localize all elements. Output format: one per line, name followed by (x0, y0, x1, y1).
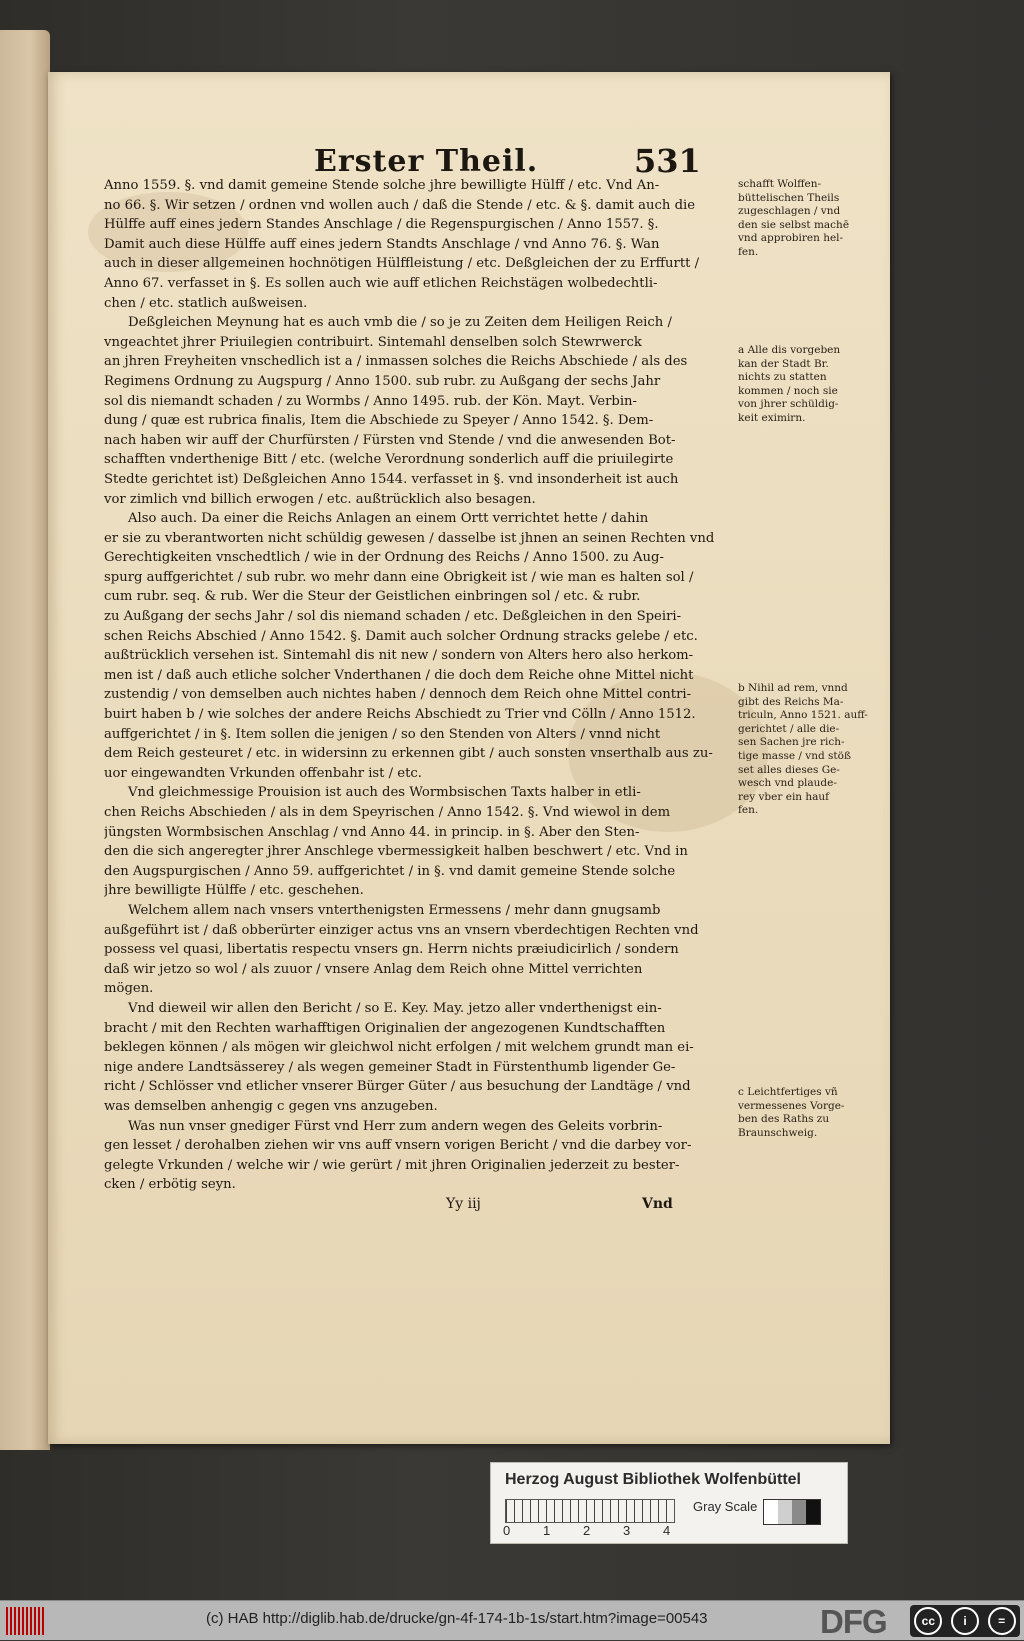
catchword: Vnd (642, 1196, 673, 1212)
library-name: Herzog August Bibliothek Wolfenbüttel (505, 1471, 801, 1488)
margin-note-line: triculn, Anno 1521. auff- (738, 709, 868, 722)
paragraph (104, 901, 736, 999)
text-line: jüngsten Wormbsischen Anschlag / vnd Anno 44. in princip. in §. Aber den Sten- (104, 824, 640, 840)
text-line: Hülffe auff eines jedern Standes Anschlage / die Regenspurgischen / Anno 1557. §. (104, 217, 659, 233)
text-line: Anno 1559. §. vnd damit gemeine Stende solche jhre bewilligte Hülff / etc. Vnd An- (104, 178, 660, 193)
margin-note-line: sen Sachen jre rich- (738, 736, 845, 749)
ruler-number: 1 (543, 1523, 551, 1538)
text-line: er sie zu vberantworten nicht schüldig gewesen / dasselbe ist jhnen an seinen Rechten vnd (104, 530, 715, 546)
ruler-number: 3 (623, 1523, 631, 1538)
sa-icon: = (988, 1607, 1016, 1635)
margin-note-line: büttelischen Theils (738, 191, 840, 204)
paragraph (104, 999, 736, 1117)
hab-logo-icon (6, 1607, 44, 1635)
margin-note-line: ben des Raths zu (738, 1113, 830, 1126)
margin-note-line: von jhrer schüldig- (738, 398, 839, 411)
main-text-column (104, 176, 736, 1195)
dfg-logo: DFG (820, 1603, 887, 1640)
text-line: cken / erbötig seyn. (104, 1177, 236, 1193)
margin-note (738, 344, 868, 426)
ruler-scale (505, 1499, 675, 1523)
margin-note-line: fen. (738, 245, 759, 258)
text-line: Welchem allem nach vnsers vnterthenigsten Ermessens / mehr dann gnugsamb (128, 902, 661, 918)
margin-note-line: b Nihil ad rem, vnnd (738, 682, 848, 694)
text-line: richt / Schlösser vnd etlicher vnserer Bürger Güter / aus besuchung der Landtäge / vnd (104, 1079, 691, 1095)
text-line: Deßgleichen Meynung hat es auch vmb die / so je zu Zeiten dem Heiligen Reich / (128, 315, 672, 331)
text-line: außgeführt ist / daß obberürter einziger actus vns an vnsern vberdechtigen Rechten vnd (104, 922, 699, 938)
margin-note-line: kommen / noch sie (738, 384, 838, 397)
previous-page-edge (0, 30, 50, 1450)
margin-note-line: den sie selbst machē (738, 218, 850, 231)
text-line: was demselben anhengig c gegen vns anzugeben. (104, 1098, 438, 1114)
text-line: spurg auffgerichtet / sub rubr. wo mehr dann eine Obrigkeit ist / wie man es halten sol / (104, 569, 694, 585)
margin-note-line: vnd approbiren hel- (738, 232, 844, 245)
text-line: den Augspurgischen / Anno 59. auffgerichtet / in §. vnd damit gemeine Stende solche (104, 863, 676, 879)
ruler-number: 4 (663, 1523, 671, 1538)
gray-scale-swatches (763, 1499, 821, 1525)
text-line: possess vel quasi, libertatis respectu vnsers gn. Herrn nichts præiudicirlich / sondern (104, 942, 679, 958)
text-line: daß wir jetzo so wol / als zuuor / vnsere Anlag dem Reich ohne Mittel verrichten (104, 961, 643, 977)
paragraph (104, 509, 736, 783)
margin-note-line: schafft Wolffen- (738, 178, 822, 190)
margin-note-line: keit eximirn. (738, 411, 806, 424)
margin-note-line: vermessenes Vorge- (738, 1099, 845, 1112)
margin-note-line: wesch vnd plaude- (738, 777, 837, 790)
text-line: nach haben wir auff der Churfürsten / Fürsten vnd Stende / vnd die anwesenden Bot- (104, 432, 676, 448)
viewer-footer (0, 1600, 1024, 1640)
text-line: dem Reich gesteuret / etc. in widersinn zu erkennen gibt / auch sonsten vnserthalb aus zu- (104, 746, 713, 762)
text-line: Anno 67. verfasset in §. Es sollen auch wie auff etlichen Reichstägen wolbedechtli- (104, 275, 658, 291)
text-line: zu Außgang der sechs Jahr / sol dis niemand schaden / etc. Deßgleichen in den Speiri- (104, 609, 682, 625)
margin-note (738, 178, 868, 260)
signature-mark: Yy iij (446, 1196, 481, 1212)
text-line: sol dis niemandt schaden / zu Wormbs / Anno 1495. rub. der Kön. Mayt. Verbin- (104, 393, 637, 409)
margin-note-line: nichts zu statten (738, 371, 827, 384)
gray-swatch (778, 1500, 792, 1524)
text-line: nige andere Landtsässerey / als wegen gemeiner Stadt in Fürstenthumb ligender Ge- (104, 1059, 676, 1075)
text-line: außtrücklich versehen ist. Sintemahl dis nit new / sondern von Alters hero also herkom- (104, 648, 694, 664)
text-line: uor eingewandten Vrkunden offenbahr ist / etc. (104, 765, 422, 781)
margin-note-line: fen. (738, 804, 759, 817)
text-line: vngeachtet jhrer Priuilegien contribuirt. Sintemahl denselben solch Stewrwerck (104, 334, 642, 350)
margin-note-line: c Leichtfertiges vñ (738, 1086, 838, 1098)
margin-note-line: kan der Stadt Br. (738, 357, 829, 370)
ruler-number: 0 (503, 1523, 511, 1538)
margin-note-line: set alles dieses Ge- (738, 763, 840, 776)
text-line: mögen. (104, 981, 154, 997)
gray-swatch (806, 1500, 820, 1524)
text-line: gelegte Vrkunden / welche wir / wie gerürt / mit jhren Originalien jederzeit zu bester- (104, 1157, 680, 1173)
text-line: Vnd dieweil wir allen den Bericht / so E. Key. May. jetzo aller vnderthenigst ein- (128, 1000, 662, 1016)
text-line: Stedte gerichtet ist) Deßgleichen Anno 1544. verfasset in §. vnd insonderheit ist auch (104, 471, 679, 487)
text-line: chen Reichs Abschieden / als in dem Speyrischen / Anno 1542. §. Vnd wiewol in dem (104, 805, 671, 820)
margin-note-line: zugeschlagen / vnd (738, 205, 841, 218)
paragraph (104, 783, 736, 901)
text-line: no 66. §. Wir setzen / ordnen vnd wollen auch / daß die Stende / etc. & §. damit auch die (104, 197, 696, 213)
page-number: 531 (634, 142, 701, 180)
text-line: schen Reichs Abschied / Anno 1542. §. Damit auch solcher Ordnung stracks gelebe / etc. (104, 628, 698, 644)
text-line: vor zimlich vnd billich erwogen / etc. außtrücklich also besagen. (104, 491, 536, 507)
text-line: auch in dieser allgemeinen hochnötigen Hülffleistung / etc. Deßgleichen der zu Erffurtt / (104, 256, 700, 272)
library-color-card (490, 1462, 848, 1544)
text-line: Damit auch diese Hülffe auff eines jedern Standts Anschlage / vnd Anno 76. §. Wan (104, 236, 660, 252)
text-line: bracht / mit den Rechten warhafftigen Originalien der angezogenen Kundtschafften (104, 1020, 666, 1036)
margin-note-line: a Alle dis vorgeben (738, 344, 841, 356)
text-line: cum rubr. seq. & rub. Wer die Steur der Geistlichen einbringen sol / etc. & rubr. (104, 589, 641, 605)
text-line: jhre bewilligte Hülffe / etc. geschehen. (104, 883, 364, 899)
text-line: Also auch. Da einer die Reichs Anlagen an einem Ortt verrichtet hette / dahin (128, 511, 649, 527)
margin-note (738, 1086, 868, 1140)
by-icon: i (951, 1607, 979, 1635)
text-line: gen lesset / derohalben ziehen wir vns auff vnsern vorigen Bericht / vnd die darbey vor- (104, 1138, 692, 1154)
text-line: dung / quæ est rubrica finalis, Item die Abschiede zu Speyer / Anno 1542. §. Dem- (104, 413, 654, 429)
paragraph (104, 1117, 736, 1195)
text-line: buirt haben b / wie solches der andere Reichs Abschiedt zu Trier vnd Cölln / Anno 1512. (104, 707, 696, 723)
text-line: an jhren Freyheiten vnschedlich ist a / inmassen solches die Reichs Abschiede / als des (104, 354, 688, 370)
cc-icon: cc (914, 1607, 942, 1635)
text-line: chen / etc. statlich außweisen. (104, 295, 308, 311)
book-page (48, 72, 890, 1444)
margin-note-line: tige masse / vnd stöß (738, 749, 851, 762)
cc-license-badge[interactable] (910, 1605, 1020, 1637)
paragraph (104, 176, 736, 313)
gray-scale-label: Gray Scale (693, 1499, 758, 1514)
text-line: men ist / daß auch etliche solcher Vnderthanen / die doch dem Reiche ohne Mittel nicht (104, 667, 694, 683)
margin-note-line: rey vber ein hauf (738, 790, 830, 803)
text-line: zustendig / von demselben auch nichtes haben / dennoch dem Reich ohne Mittel contri- (104, 687, 692, 703)
text-line: Gerechtigkeiten vnschedtlich / wie in der Ordnung des Reichs / Anno 1500. zu Aug- (104, 550, 664, 566)
ruler-number: 2 (583, 1523, 591, 1538)
margin-note-line: Braunschweig. (738, 1126, 818, 1139)
margin-note-line: gerichtet / alle die- (738, 722, 840, 735)
running-title: Erster Theil. (314, 144, 539, 179)
text-line: auffgerichtet / in §. Item sollen die jenigen / so den Stenden von Alters / vnnd nicht (104, 726, 661, 742)
text-line: den die sich angeregter jhrer Anschlege vbermessigkeit halben beschwert / etc. Vnd in (104, 844, 688, 860)
margin-note (738, 682, 868, 818)
text-line: Regimens Ordnung zu Augspurg / Anno 1500. sub rubr. zu Außgang der sechs Jahr (104, 373, 661, 389)
text-line: schafften vnderthenige Bitt / etc. (welche Verordnung sonderlich auff die priuilegirte (104, 452, 674, 468)
text-line: Was nun vnser gnediger Fürst vnd Herr zum andern wegen des Geleits vorbrin- (128, 1118, 663, 1134)
gray-swatch (764, 1500, 778, 1524)
margin-note-line: gibt des Reichs Ma- (738, 695, 844, 708)
text-line: Vnd gleichmessige Prouision ist auch des Wormbsischen Taxts halber in etli- (128, 785, 641, 801)
text-line: beklegen können / als mögen wir gleichwol nicht erfolgen / mit welchem grundt man ei- (104, 1040, 694, 1056)
paragraph (104, 313, 736, 509)
copyright-link[interactable]: (c) HAB http://diglib.hab.de/drucke/gn-4f-174-1b-1s/start.htm?image=00543 (206, 1610, 708, 1627)
gray-swatch (792, 1500, 806, 1524)
